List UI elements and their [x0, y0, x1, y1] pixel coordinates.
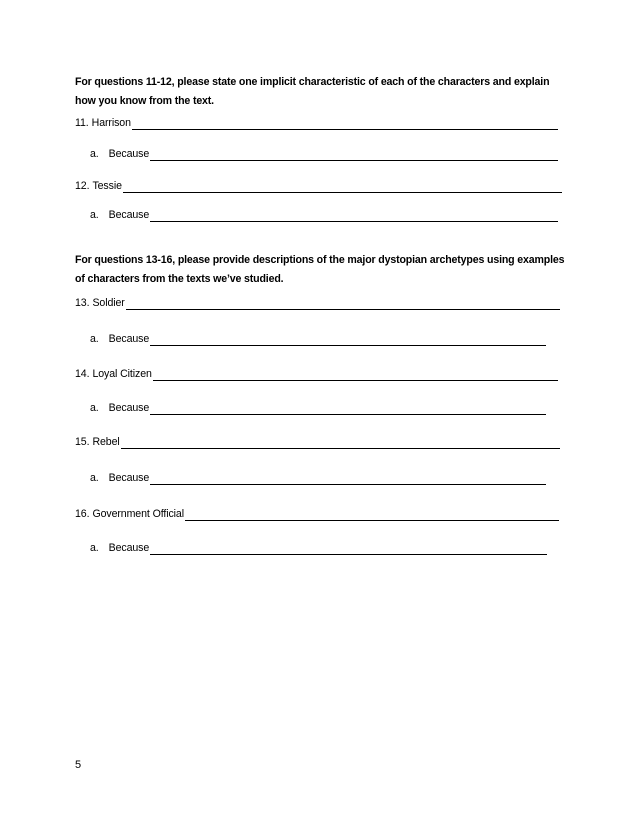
question-label: Harrison	[91, 117, 131, 129]
question-14-loyal-citizen	[75, 368, 558, 381]
answer-line[interactable]	[153, 369, 558, 381]
answer-line[interactable]	[150, 210, 558, 222]
question-13a-because	[90, 333, 546, 346]
sub-question-label: Because	[108, 542, 150, 554]
instructions-questions-13-16: For questions 13-16, please provide descriptions of the major dystopian archetypes using examples of characters from the texts we’ve studied.	[75, 254, 565, 285]
question-12a-because	[90, 209, 558, 222]
answer-line[interactable]	[132, 118, 558, 130]
question-11-harrison	[75, 117, 558, 130]
answer-line[interactable]	[150, 334, 546, 346]
question-13-soldier	[75, 297, 560, 310]
sub-question-label: Because	[108, 209, 150, 221]
question-label: Soldier	[92, 297, 125, 309]
question-label: Loyal Citizen	[92, 368, 152, 380]
answer-line[interactable]	[150, 149, 558, 161]
question-15-rebel	[75, 436, 560, 449]
sub-question-letter: a.	[90, 209, 99, 221]
question-11a-because	[90, 148, 558, 161]
answer-line[interactable]	[121, 437, 560, 449]
question-number: 12.	[75, 180, 90, 192]
question-label: Government Official	[92, 508, 184, 520]
instructions-questions-11-12: For questions 11-12, please state one implicit characteristic of each of the characters and explain how you know from the text.	[75, 76, 550, 107]
question-label: Tessie	[92, 180, 122, 192]
sub-question-letter: a.	[90, 542, 99, 554]
question-label: Rebel	[92, 436, 120, 448]
answer-line[interactable]	[150, 403, 546, 415]
question-number: 13.	[75, 297, 90, 309]
question-number: 16.	[75, 508, 90, 520]
question-15a-because	[90, 472, 546, 485]
question-number: 11.	[75, 117, 89, 129]
sub-question-letter: a.	[90, 333, 99, 345]
question-number: 15.	[75, 436, 90, 448]
page-number: 5	[75, 759, 82, 771]
answer-line[interactable]	[150, 543, 547, 555]
question-16a-because	[90, 542, 547, 555]
question-number: 14.	[75, 368, 90, 380]
question-12-tessie	[75, 180, 562, 193]
answer-line[interactable]	[185, 509, 559, 521]
question-14a-because	[90, 402, 546, 415]
sub-question-letter: a.	[90, 148, 99, 160]
sub-question-letter: a.	[90, 472, 99, 484]
sub-question-label: Because	[108, 472, 150, 484]
sub-question-label: Because	[108, 402, 150, 414]
question-16-government-official	[75, 508, 559, 521]
sub-question-label: Because	[108, 333, 150, 345]
answer-line[interactable]	[123, 181, 562, 193]
answer-line[interactable]	[126, 298, 560, 310]
answer-line[interactable]	[150, 473, 546, 485]
sub-question-letter: a.	[90, 402, 99, 414]
sub-question-label: Because	[108, 148, 150, 160]
